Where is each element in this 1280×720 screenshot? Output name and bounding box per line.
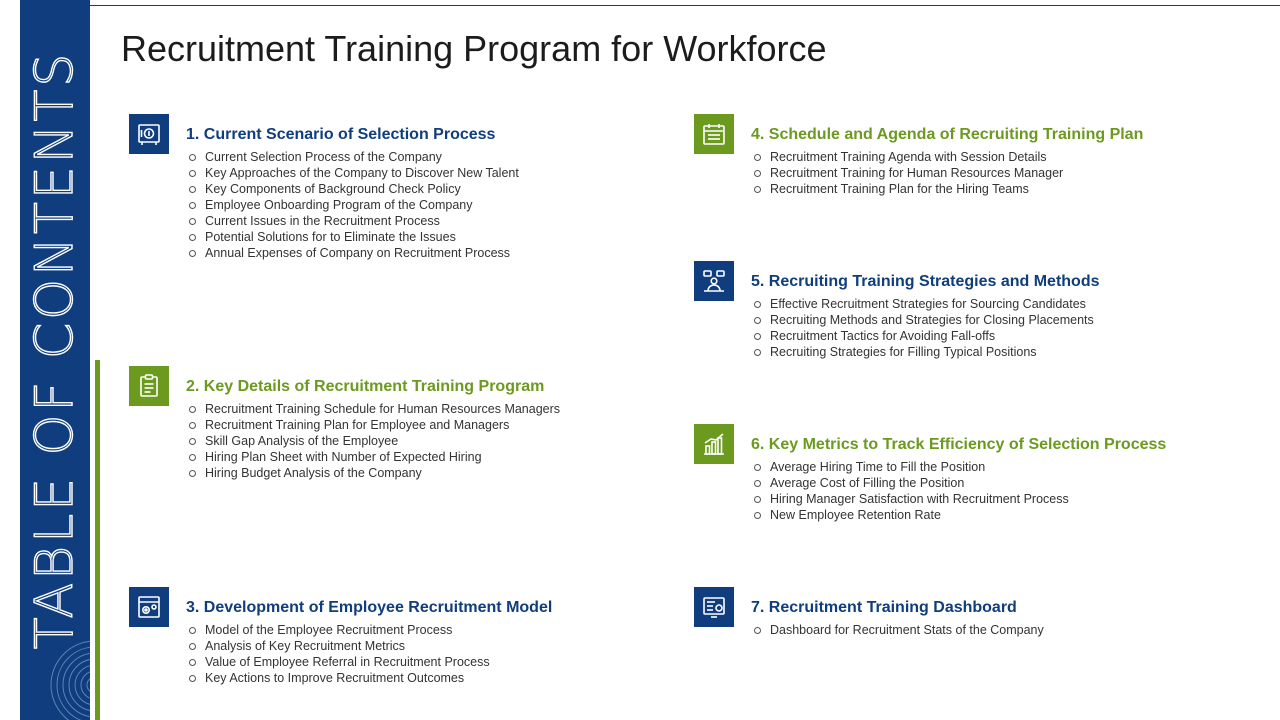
list-item: Recruitment Training for Human Resources Manager [752, 165, 1063, 181]
section-item-list [187, 401, 560, 481]
list-item: Recruitment Training Plan for Employee and Managers [187, 417, 560, 433]
list-item: Recruiting Strategies for Filling Typical Positions [752, 344, 1094, 360]
section-title: 1. Current Scenario of Selection Process [186, 126, 496, 143]
list-item: Key Actions to Improve Recruitment Outcomes [187, 670, 490, 686]
sidebar-title: TABLE OF CONTENTS [25, 50, 85, 650]
list-item: Hiring Budget Analysis of the Company [187, 465, 560, 481]
list-item: Recruitment Training Agenda with Session Details [752, 149, 1063, 165]
page-title: Recruitment Training Program for Workforce [121, 28, 827, 69]
concentric-rings-decoration [50, 640, 90, 720]
list-item: Current Selection Process of the Company [187, 149, 519, 165]
list-item: Hiring Manager Satisfaction with Recruitment Process [752, 491, 1069, 507]
section-title: 5. Recruiting Training Strategies and Methods [751, 273, 1100, 290]
calendar-icon [694, 114, 734, 154]
list-item: Recruiting Methods and Strategies for Closing Placements [752, 312, 1094, 328]
safe-icon [129, 114, 169, 154]
bar-chart-icon [694, 424, 734, 464]
list-item: Current Issues in the Recruitment Process [187, 213, 519, 229]
section-item-list [752, 149, 1063, 197]
list-item: Employee Onboarding Program of the Company [187, 197, 519, 213]
list-item: Average Cost of Filling the Position [752, 475, 1069, 491]
list-item: Key Components of Background Check Policy [187, 181, 519, 197]
list-item: Analysis of Key Recruitment Metrics [187, 638, 490, 654]
section-item-list [752, 459, 1069, 523]
dashboard-icon [694, 587, 734, 627]
section-item-list [752, 296, 1094, 360]
list-item: Skill Gap Analysis of the Employee [187, 433, 560, 449]
section-title: 3. Development of Employee Recruitment Model [186, 599, 553, 616]
list-item: Recruitment Training Plan for the Hiring Teams [752, 181, 1063, 197]
list-item: Potential Solutions for to Eliminate the Issues [187, 229, 519, 245]
section-item-list [187, 622, 490, 686]
list-item: Recruitment Training Schedule for Human Resources Managers [187, 401, 560, 417]
section-title: 2. Key Details of Recruitment Training Program [186, 378, 545, 395]
settings-window-icon [129, 587, 169, 627]
list-item: Annual Expenses of Company on Recruitment Process [187, 245, 519, 261]
sidebar [20, 0, 90, 720]
list-item: Model of the Employee Recruitment Process [187, 622, 490, 638]
list-item: Recruitment Tactics for Avoiding Fall-offs [752, 328, 1094, 344]
clipboard-icon [129, 366, 169, 406]
section-title: 7. Recruitment Training Dashboard [751, 599, 1017, 616]
list-item: New Employee Retention Rate [752, 507, 1069, 523]
list-item: Average Hiring Time to Fill the Position [752, 459, 1069, 475]
list-item: Hiring Plan Sheet with Number of Expected Hiring [187, 449, 560, 465]
top-rule [90, 5, 1280, 6]
section-title: 4. Schedule and Agenda of Recruiting Training Plan [751, 126, 1144, 143]
section-item-list [187, 149, 519, 261]
list-item: Value of Employee Referral in Recruitment Process [187, 654, 490, 670]
section-title: 6. Key Metrics to Track Efficiency of Selection Process [751, 436, 1167, 453]
section-item-list [752, 622, 1044, 638]
list-item: Effective Recruitment Strategies for Sourcing Candidates [752, 296, 1094, 312]
green-accent-bar [95, 360, 100, 720]
team-strategy-icon [694, 261, 734, 301]
list-item: Key Approaches of the Company to Discover New Talent [187, 165, 519, 181]
list-item: Dashboard for Recruitment Stats of the Company [752, 622, 1044, 638]
